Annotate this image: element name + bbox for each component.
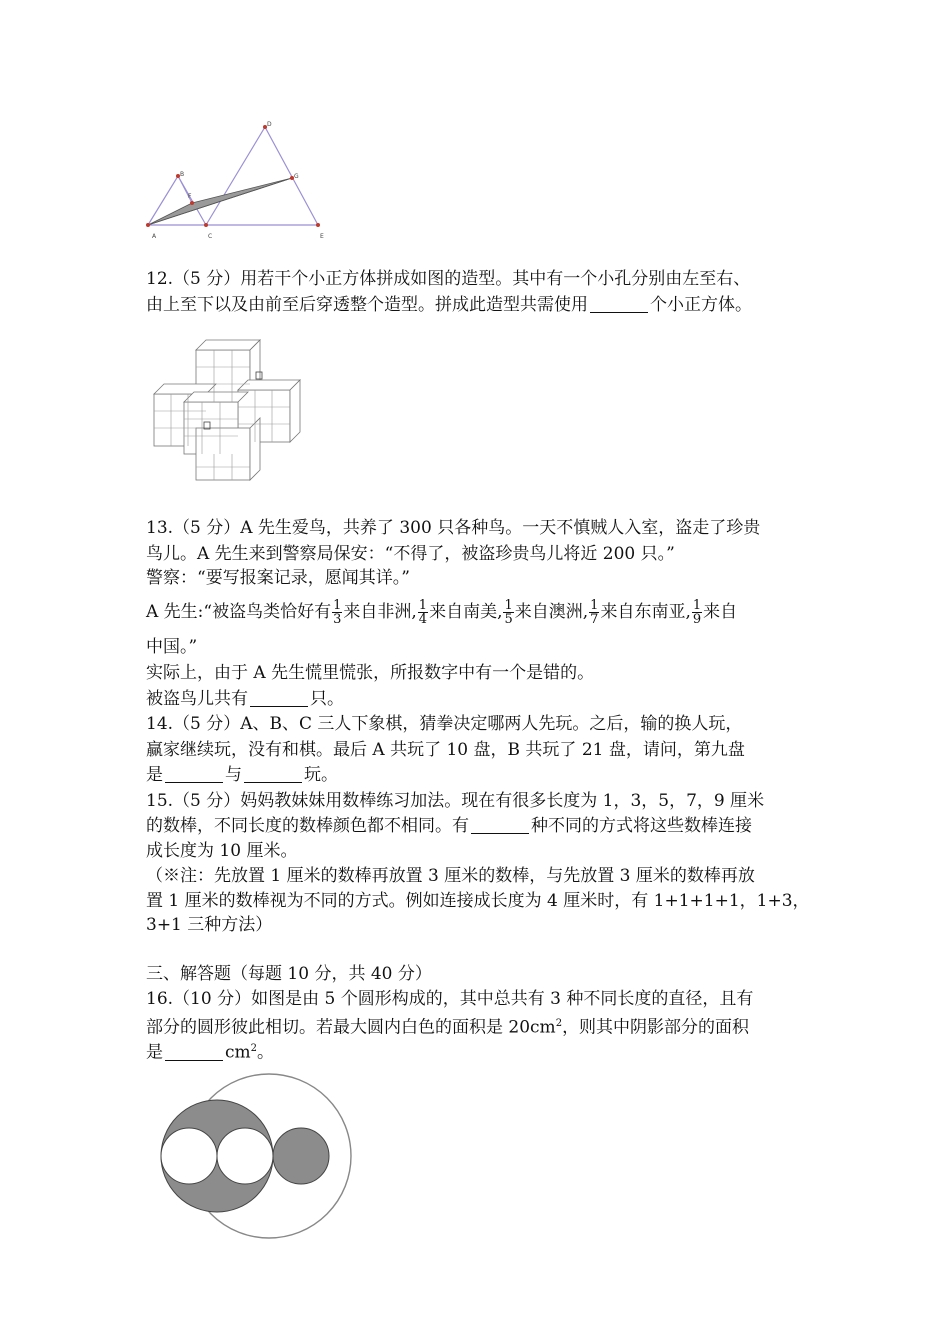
q15-line5: 置 1 厘米的数棒视为不同的方式。例如连接成长度为 4 厘米时，有 1+1+1+1，1+3， <box>146 891 810 911</box>
q13-line2: 鸟儿。A 先生来到警察局保安：“不得了，被盗珍贵鸟儿将近 200 只。” <box>146 544 675 564</box>
q13-line1: 13.（5 分）A 先生爱鸟，共养了 300 只各种鸟。一天不慎贼人入室，盗走了珍贵 <box>146 518 761 538</box>
answer-blank-q14b[interactable] <box>244 764 302 783</box>
point-label-g: G <box>294 173 299 180</box>
q13-line3: 警察：“要写报案记录，愿闻其详。” <box>146 568 410 588</box>
answer-blank-q16[interactable] <box>165 1042 223 1061</box>
q12-line1: 12.（5 分）用若干个小正方体拼成如图的造型。其中有一个小孔分别由左至右、 <box>146 269 751 289</box>
q14-line2: 赢家继续玩，没有和棋。最后 A 共玩了 10 盘，B 共玩了 21 盘，请问，第九盘 <box>146 740 745 760</box>
q15-line4: （※注：先放置 1 厘米的数棒再放置 3 厘米的数棒，与先放置 3 厘米的数棒再放 <box>146 866 755 886</box>
point-label-b: B <box>180 171 185 178</box>
q14-line1: 14.（5 分）A、B、C 三人下象棋，猜拳决定哪两人先玩。之后，输的换人玩， <box>146 714 743 734</box>
q16-line3: 是 $cm^2$。 <box>146 1042 275 1063</box>
q13-line7: 被盗鸟儿共有 只。 <box>146 689 344 709</box>
q13-line5: 中国。” <box>146 637 198 657</box>
fraction-1-5: $\frac{1}{5}$ <box>504 598 513 627</box>
answer-blank-q12[interactable] <box>590 294 648 313</box>
point-label-d: D <box>267 121 272 128</box>
cube-figure <box>148 332 303 484</box>
point-label-c: C <box>208 233 213 240</box>
q16-line2: 部分的圆形彼此相切。若最大圆内白色的面积是 $20cm^2$，则其中阴影部分的面积 <box>146 1017 750 1038</box>
q15-line3: 成长度为 10 厘米。 <box>146 841 298 861</box>
q13-line4: A 先生:“被盗鸟类恰好有 $\frac{1}{3}$ 来自非洲, $\frac{1}{4}$ 来自南美, $\frac{1}{5}$ 来自澳洲, $\frac{1}{7}$ 来自东南亚, $\frac{1}{9}$ 来自 <box>146 598 738 627</box>
q15-line2: 的数棒，不同长度的数棒颜色都不相同。有 种不同的方式将这些数棒连接 <box>146 816 752 836</box>
q15-line1: 15.（5 分）妈妈教妹妹用数棒练习加法。现在有很多长度为 1，3，5，7，9 厘米 <box>146 791 765 811</box>
q14-line3: 是 与 玩。 <box>146 765 338 785</box>
triangle-figure <box>140 118 340 243</box>
section3-title: 三、解答题（每题 10 分，共 40 分） <box>146 964 432 984</box>
point-label-a: A <box>152 233 157 240</box>
fraction-1-3: $\frac{1}{3}$ <box>333 598 342 627</box>
q15-line6: 3+1 三种方法） <box>146 915 273 935</box>
circles-figure <box>155 1070 385 1242</box>
answer-blank-q15[interactable] <box>471 815 529 834</box>
fraction-1-4: $\frac{1}{4}$ <box>418 598 428 627</box>
point-label-f: F <box>188 193 192 200</box>
q13-line6: 实际上，由于 A 先生慌里慌张，所报数字中有一个是错的。 <box>146 663 595 683</box>
answer-blank-q14a[interactable] <box>165 764 223 783</box>
answer-blank-q13[interactable] <box>250 688 308 707</box>
q16-line1: 16.（10 分）如图是由 5 个圆形构成的，其中总共有 3 种不同长度的直径，且有 <box>146 989 754 1009</box>
fraction-1-9: $\frac{1}{9}$ <box>692 598 702 627</box>
fraction-1-7: $\frac{1}{7}$ <box>590 598 599 627</box>
point-label-e: E <box>320 233 324 240</box>
q12-line2: 由上至下以及由前至后穿透整个造型。拼成此造型共需使用 个小正方体。 <box>146 295 752 315</box>
